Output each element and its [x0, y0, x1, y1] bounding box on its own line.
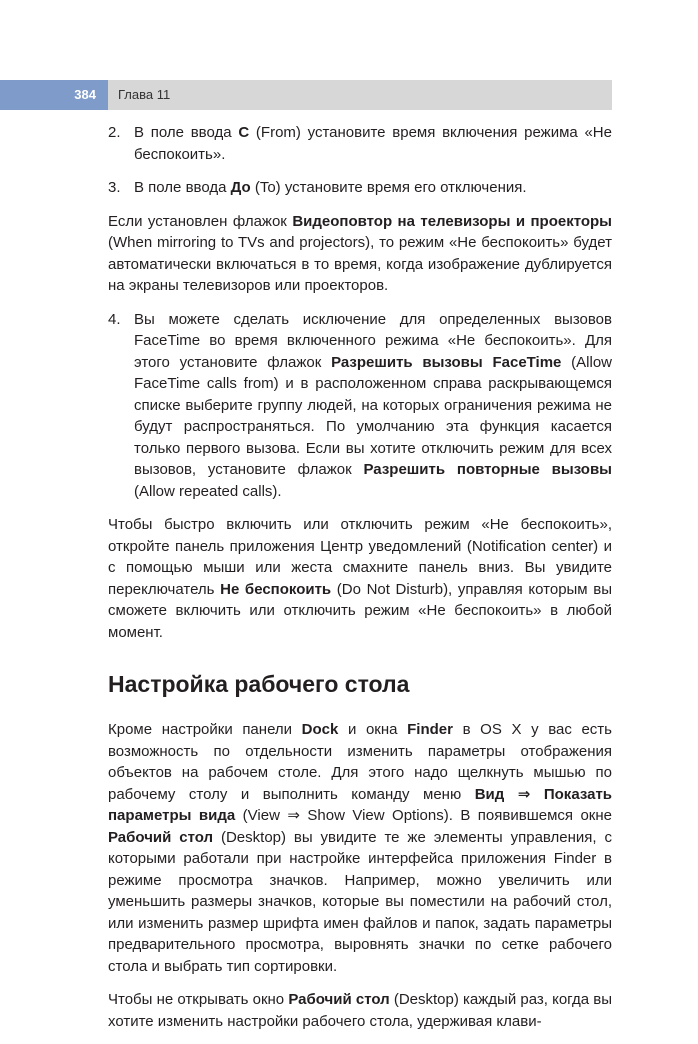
- list-text: В поле ввода C (From) установите время включения режима «Не беспокоить».: [134, 124, 612, 163]
- paragraph: Кроме настройки панели Dock и окна Finder в OS X у вас есть возможность по отдельности изменить параметры отображения объектов на рабочем столе. Для этого надо щелкнуть мышью по рабочему столу и выполнить команду меню Вид ⇒ Показать параметры вида (View ⇒ Show View Options). В появившемся окне Рабочий стол (Desktop) вы увидите те же элементы управления, с которыми работали при настройке интерфейса приложения Finder в режиме просмотра значков. Например, можно увеличить или уменьшить размеры значков, которые вы поместили на рабочий стол, или изменить размер шрифта имен файлов и папок, задать параметры предварительного просмотра, выровнять значки по сетке рабочего стола и выбрать тип сортировки.: [108, 721, 613, 975]
- list-text: Вы можете сделать исключение для определенных вызовов FaceTime во время включенного режима «Не беспокоить». Для этого установите флажок Разрешить вызовы FaceTime (Allow FaceTime calls from) и в расположенном справа раскрывающемся списке выберите группу людей, на которых ограничения режима не будут распространяться. По умолчанию эта функция касается только первого вызова. Если вы хотите отключить режим для всех вызовов, установите флажок Разрешить повторные вызовы (Allow repeated calls).: [134, 310, 613, 500]
- paragraph: Если установлен флажок Видеоповтор на телевизоры и проекторы (When mirroring to TVs and projectors), то режим «Не беспокоить» будет автоматически включаться в то время, когда изображение дублируется на экраны телевизоров или проекторов.: [108, 212, 612, 294]
- list-number: 2.: [108, 124, 121, 141]
- section-heading: Настройка рабочего стола: [108, 671, 410, 697]
- list-item: [108, 122, 612, 165]
- running-header: [0, 80, 612, 110]
- page-body: [108, 122, 612, 1044]
- list-item: [108, 177, 612, 199]
- page-number: 384: [0, 80, 108, 110]
- list-number: 4.: [108, 310, 121, 328]
- list-text: В поле ввода До (To) установите время его отключения.: [134, 179, 527, 196]
- list-item: [108, 309, 612, 503]
- paragraph: Чтобы быстро включить или отключить режим «Не беспокоить», откройте панель приложения Центр уведомлений (Notification center) и с помощью мыши или жеста смахните панель вниз. Вы увидите переключатель Не беспокоить (Do Not Disturb), управляя которым вы сможете включить или отключить режим «Не беспокоить» в любой момент.: [108, 516, 612, 641]
- list-number: 3.: [108, 179, 121, 196]
- chapter-title: Глава 11: [118, 87, 171, 102]
- paragraph: Чтобы не открывать окно Рабочий стол (Desktop) каждый раз, когда вы хотите изменить настройки рабочего стола, удерживая клави-: [108, 991, 612, 1030]
